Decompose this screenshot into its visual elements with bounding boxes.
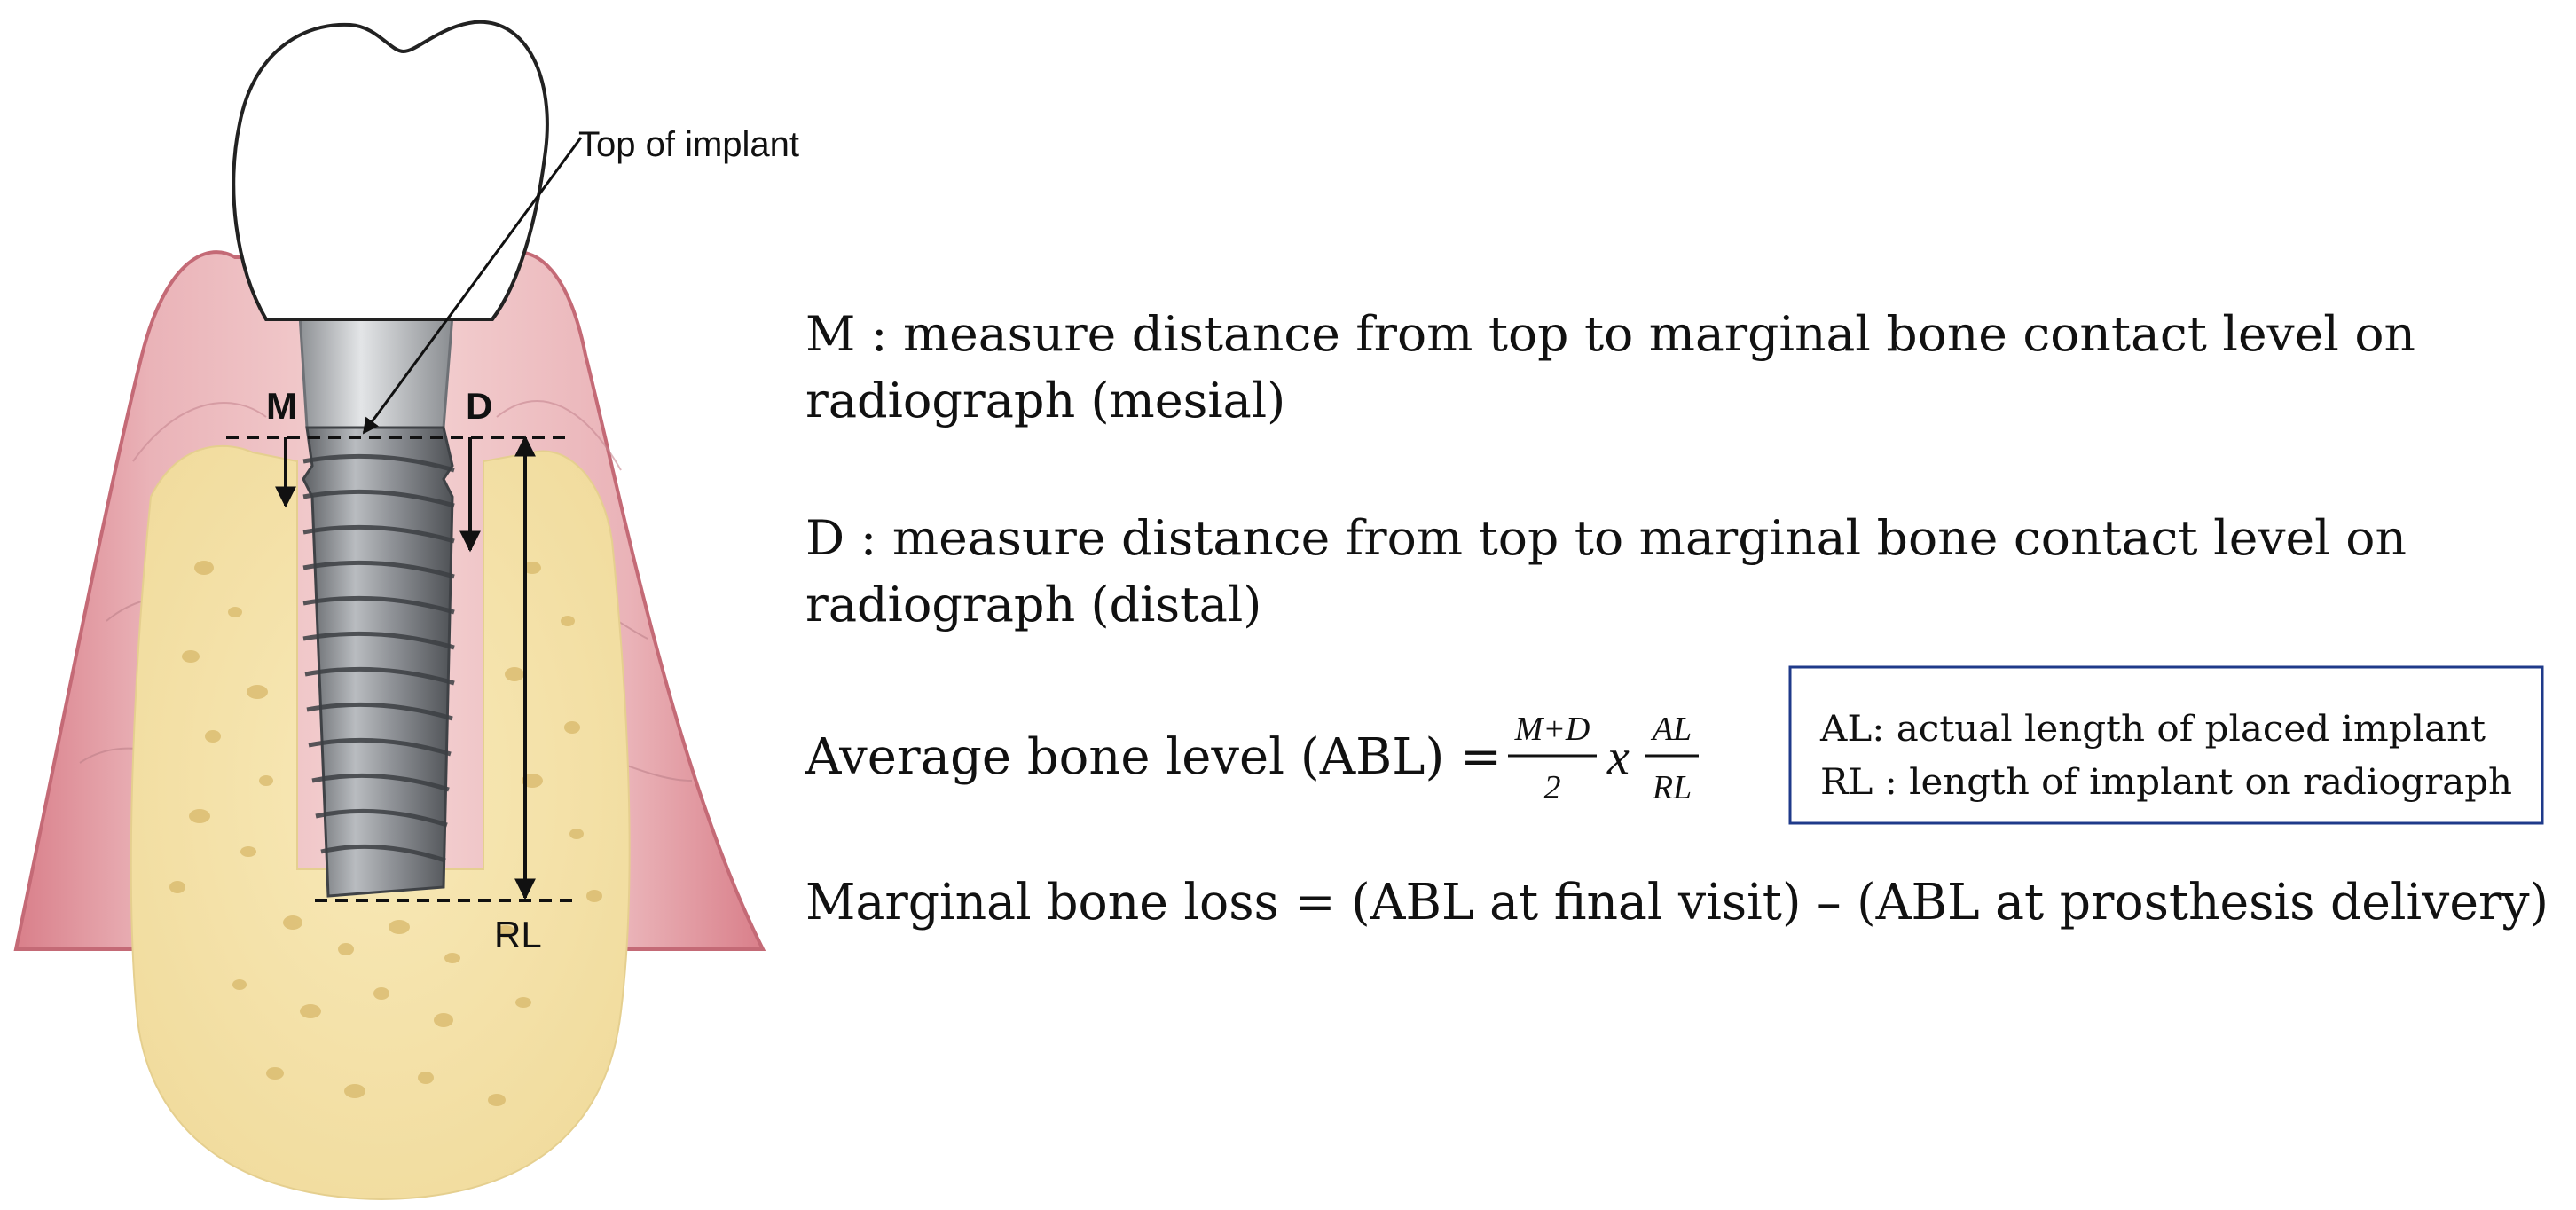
top-of-implant-label: Top of implant [578, 125, 800, 164]
fraction2-denominator: RL [1652, 769, 1692, 806]
m-definition-line1: M : measure distance from top to marginal bone contact level on [805, 306, 2415, 362]
d-definition-line2: radiograph (distal) [805, 577, 1262, 632]
abutment [300, 315, 452, 428]
rl-definition: RL : length of implant on radiograph [1820, 762, 2512, 803]
fraction1-numerator: M+D [1514, 711, 1590, 748]
crown [233, 22, 547, 319]
d-label: D [466, 385, 493, 427]
m-definition-line2: radiograph (mesial) [805, 373, 1286, 428]
fraction2-numerator: AL [1652, 711, 1692, 748]
abl-formula [805, 711, 1699, 806]
times-symbol: x [1607, 730, 1630, 785]
implant-body [303, 428, 454, 896]
formula-lhs: Average bone level (ABL) = [805, 728, 1502, 786]
m-label: M [266, 385, 297, 427]
d-definition-line1: D : measure distance from top to marginal bone contact level on [805, 510, 2407, 566]
al-definition: AL: actual length of placed implant [1818, 709, 2486, 750]
fraction1-denominator: 2 [1543, 769, 1561, 806]
rl-label: RL [494, 914, 542, 955]
al-rl-legend-box [1790, 667, 2542, 823]
marginal-bone-loss-formula: Marginal bone loss = (ABL at final visit) – (ABL at prosthesis delivery) [805, 874, 2549, 931]
